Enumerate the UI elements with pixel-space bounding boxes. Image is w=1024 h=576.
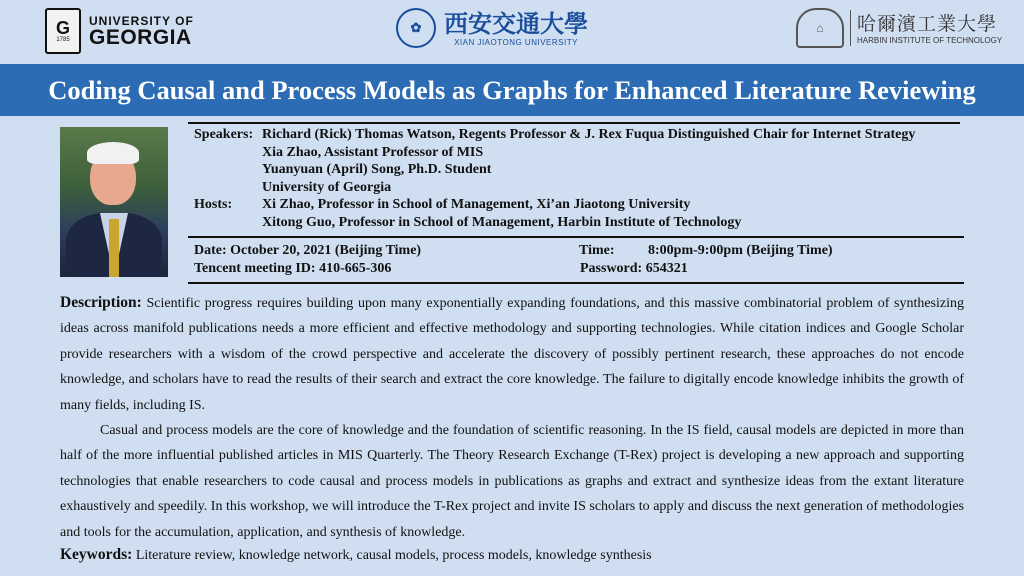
keywords-text: Literature review, knowledge network, causal models, process models, knowledge synthesis [135, 548, 652, 563]
uga-logo [45, 8, 194, 54]
page-title: Coding Causal and Process Models as Graphs for Enhanced Literature Reviewing [48, 74, 976, 105]
keywords-label: Keywords: [60, 546, 133, 563]
speaker-affiliation: University of Georgia [262, 179, 392, 195]
description-label: Description: [60, 294, 142, 311]
speaker-3: Yuanyuan (April) Song, Ph.D. Student [262, 162, 492, 178]
password: Password: 654321 [580, 261, 688, 276]
uga-mark-letter: G [55, 17, 70, 38]
keywords-section [60, 542, 964, 568]
xjtu-name-cn: 西安交通大學 [444, 8, 588, 38]
xjtu-name-en: XIAN JIAOTONG UNIVERSITY [454, 37, 578, 47]
speaker-2: Xia Zhao, Assistant Professor of MIS [262, 144, 484, 160]
xjtu-logo [396, 8, 588, 48]
hit-logo [796, 8, 1002, 48]
uga-mark-year: 1785 [56, 36, 70, 43]
time-label: Time: [579, 243, 615, 258]
speakers-label: Speakers: [194, 127, 254, 142]
hit-name-en: HARBIN INSTITUTE OF TECHNOLOGY [857, 35, 1003, 45]
logo-bar [0, 0, 1024, 64]
host-2: Xitong Guo, Professor in School of Management, Harbin Institute of Technology [262, 214, 742, 230]
meeting-id: Tencent meeting ID: 410-665-306 [194, 261, 392, 276]
description-paragraph-1: Scientific progress requires building upon many exponentially expanding foundations, and this massive combinatorial problem of synthesizing ideas across manifold publications needs a more efficient and effective methodology and supporting technologies. While citation indices and Google Scholar provide researchers with a wisdom of the crowd perspective and accelerate the discovery of possibly pertinent research, these approaches do not encode knowledge, and scholars have to read the results of their search and extract the core knowledge. The failure to digitally encode knowledge inhibits the growth of many fields, including IS. [60, 296, 965, 413]
host-1: Xi Zhao, Professor in School of Management, Xi’an Jiaotong University [262, 197, 691, 213]
uga-arch-icon [45, 8, 81, 54]
uga-name-line1: UNIVERSITY OF [89, 13, 194, 28]
title-banner [0, 64, 1024, 116]
speakers-list [262, 126, 915, 232]
hit-logo-divider [850, 10, 851, 46]
hit-name-cn: 哈爾濱工業大學 [857, 12, 998, 35]
hosts-label: Hosts: [194, 197, 233, 213]
description-section [60, 290, 964, 545]
time-value: 8:00pm-9:00pm (Beijing Time) [648, 243, 833, 258]
speaker-1: Richard (Rick) Thomas Watson, Regents Professor & J. Rex Fuqua Distinguished Chair for Internet Strategy [262, 127, 916, 142]
divider-middle [188, 236, 964, 238]
xjtu-seal-icon: ✿ [396, 8, 436, 48]
speaker-photo [60, 127, 168, 277]
divider-top [188, 122, 960, 124]
divider-bottom [188, 282, 964, 284]
hit-building-icon: ⌂ [796, 8, 844, 48]
description-paragraph-2: Casual and process models are the core of knowledge and the foundation of scientific reasoning. In the IS field, causal models are depicted in more than half of the more influential published articles in MIS Quarterly. The Theory Research Exchange (T-Rex) project is developing a new approach and supporting technologies that enable researchers to code causal and process models in publications as graphs and extract and synthesize ideas from the extant literature exhaustively and speedily. In this workshop, we will introduce the T-Rex project and invite IS scholars to apply and discuss the next generation of methodologies and tools for the accumulation, application, and synthesis of knowledge. [60, 423, 964, 540]
uga-name-line2: GEORGIA [89, 25, 192, 49]
event-date: Date: October 20, 2021 (Beijing Time) [194, 243, 422, 258]
